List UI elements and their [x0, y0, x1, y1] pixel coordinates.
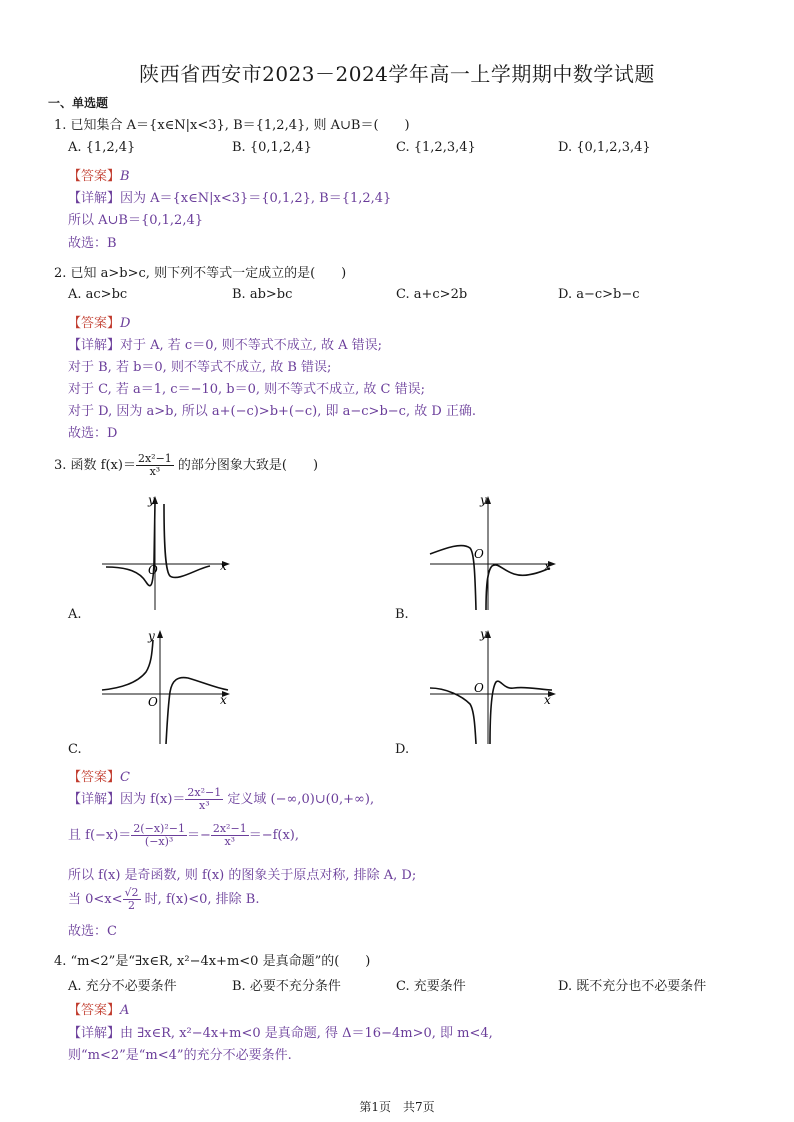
detail-text: 当 0<x<	[68, 892, 123, 907]
curve-right-branch	[490, 681, 552, 744]
q4-detail-line: 【详解】由 ∃x∈R, x²−4x+m<0 是真命题, 得 Δ＝16−4m>0, 即 m<4,	[68, 1026, 493, 1041]
q2-answer	[68, 312, 130, 331]
detail-text: 定义域 (−∞,0)∪(0,+∞),	[223, 792, 375, 807]
fraction-denominator: x³	[224, 835, 236, 848]
detail-text: 【详解】因为 f(x)＝	[68, 792, 186, 807]
q3-detail-line-3: 所以 f(x) 是奇函数, 则 f(x) 的图象关于原点对称, 排除 A, D;	[68, 868, 417, 883]
graph-label-a: A.	[68, 607, 82, 622]
detail-fraction	[123, 887, 141, 912]
q2-detail-line: 对于 C, 若 a＝1, c＝−10, b＝0, 则不等式不成立, 故 C 错误;	[68, 382, 425, 397]
y-axis-label: y	[480, 627, 487, 641]
graph-option-b	[426, 492, 566, 612]
origin-label: O	[148, 563, 158, 577]
detail-fraction	[185, 787, 223, 812]
q1-option-b: B. {0,1,2,4}	[232, 140, 312, 155]
origin-label: O	[148, 695, 158, 709]
q1-detail-line: 所以 A∪B＝{0,1,2,4}	[68, 213, 203, 228]
q2-detail-line: 【详解】对于 A, 若 c＝0, 则不等式不成立, 故 A 错误;	[68, 338, 383, 353]
fraction-numerator: 2x²−1	[137, 452, 172, 465]
answer-tag: 【答案】	[68, 169, 121, 184]
q3-answer	[68, 766, 130, 785]
q4-option-d: D. 既不充分也不必要条件	[558, 979, 707, 994]
detail-fraction	[211, 823, 249, 848]
q2-option-a: A. ac>bc	[68, 287, 128, 302]
fraction-denominator: x³	[199, 799, 210, 812]
q2-option-c: C. a+c>2b	[396, 287, 468, 302]
curve-left-branch	[430, 546, 476, 610]
page-title: 陕西省西安市2023－2024学年高一上学期期中数学试题	[139, 62, 655, 86]
curve-left-branch	[102, 640, 153, 690]
q3-detail-line-4	[68, 887, 259, 912]
graph-label-c: C.	[68, 742, 82, 757]
q2-detail-line: 对于 B, 若 b＝0, 则不等式不成立, 故 B 错误;	[68, 360, 332, 375]
page-footer: 第1页 共7页	[359, 1100, 435, 1114]
q1-detail-line: 故选：B	[68, 236, 117, 251]
fraction-numerator: 2x²−1	[212, 822, 247, 835]
q4-detail-line: 则“m<2”是“m<4”的充分不必要条件.	[68, 1048, 292, 1063]
q2-detail-line: 故选：D	[68, 426, 118, 441]
fraction-denominator: x³	[149, 465, 161, 478]
graph-option-a	[98, 492, 238, 612]
fraction-numerator: 2x²−1	[187, 786, 222, 799]
answer-value: A	[120, 1003, 130, 1018]
question-1-stem: 1. 已知集合 A＝{x∈N|x<3}, B＝{1,2,4}, 则 A∪B＝( )	[54, 118, 410, 133]
q3-stem-suffix: 的部分图象大致是( )	[173, 458, 319, 473]
q1-detail-line: 【详解】因为 A＝{x∈N|x<3}＝{0,1,2}, B＝{1,2,4}	[68, 191, 392, 206]
q3-detail-line-1	[68, 787, 374, 812]
answer-value: B	[120, 169, 130, 184]
answer-tag: 【答案】	[68, 1003, 121, 1018]
answer-value: C	[120, 770, 130, 785]
curve-right-branch	[486, 565, 550, 610]
graph-label-b: B.	[395, 607, 409, 622]
q1-option-c: C. {1,2,3,4}	[396, 140, 476, 155]
q1-option-a: A. {1,2,4}	[68, 140, 136, 155]
graph-label-d: D.	[395, 742, 410, 757]
fraction-numerator: √2	[124, 886, 139, 899]
curve-left-branch	[430, 688, 476, 744]
origin-label: O	[474, 681, 484, 695]
detail-text: 且 f(−x)＝	[68, 828, 132, 843]
graph-option-d	[426, 626, 566, 746]
detail-text: ＝−f(x),	[248, 828, 299, 843]
fraction-denominator: (−x)³	[144, 835, 174, 848]
q3-detail-line-2	[68, 823, 299, 848]
q1-answer	[68, 165, 130, 184]
q3-stem-prefix: 3. 函数 f(x)＝	[54, 458, 136, 473]
q4-answer	[68, 999, 129, 1018]
q2-option-d: D. a−c>b−c	[558, 287, 640, 302]
question-4-stem: 4. “m<2”是“∃x∈R, x²−4x+m<0 是真命题”的( )	[54, 954, 371, 969]
fraction-numerator: 2(−x)²−1	[133, 822, 185, 835]
q3-detail-line-5: 故选：C	[68, 924, 117, 939]
y-axis-label: y	[480, 493, 487, 507]
x-axis-label: x	[220, 559, 227, 573]
x-axis-label: x	[544, 559, 551, 573]
q4-option-c: C. 充要条件	[396, 979, 466, 994]
q4-option-a: A. 充分不必要条件	[68, 979, 177, 994]
answer-tag: 【答案】	[68, 770, 121, 785]
y-axis-label: y	[148, 493, 155, 507]
curve-right-branch	[164, 504, 210, 577]
graph-option-c	[98, 626, 238, 746]
fraction-denominator: 2	[128, 899, 136, 912]
origin-label: O	[474, 547, 484, 561]
answer-tag: 【答案】	[68, 316, 121, 331]
question-3-stem	[54, 453, 318, 478]
y-axis-label: y	[148, 629, 155, 643]
curve-right-branch	[166, 678, 228, 744]
y-axis-arrow-icon	[157, 630, 163, 638]
q2-detail-line: 对于 D, 因为 a>b, 所以 a+(−c)>b+(−c), 即 a−c>b−c, 故 D 正确.	[68, 404, 477, 419]
detail-fraction	[131, 823, 187, 848]
section-heading: 一、单选题	[48, 96, 109, 110]
q3-stem-fraction	[136, 453, 174, 478]
detail-text: 时, f(x)<0, 排除 B.	[140, 892, 260, 907]
detail-text: ＝−	[186, 828, 211, 843]
x-axis-label: x	[220, 693, 227, 707]
question-2-stem: 2. 已知 a>b>c, 则下列不等式一定成立的是( )	[54, 266, 347, 281]
q2-option-b: B. ab>bc	[232, 287, 293, 302]
answer-value: D	[120, 316, 131, 331]
x-axis-label: x	[544, 693, 551, 707]
q4-option-b: B. 必要不充分条件	[232, 979, 341, 994]
q1-option-d: D. {0,1,2,3,4}	[558, 140, 651, 155]
